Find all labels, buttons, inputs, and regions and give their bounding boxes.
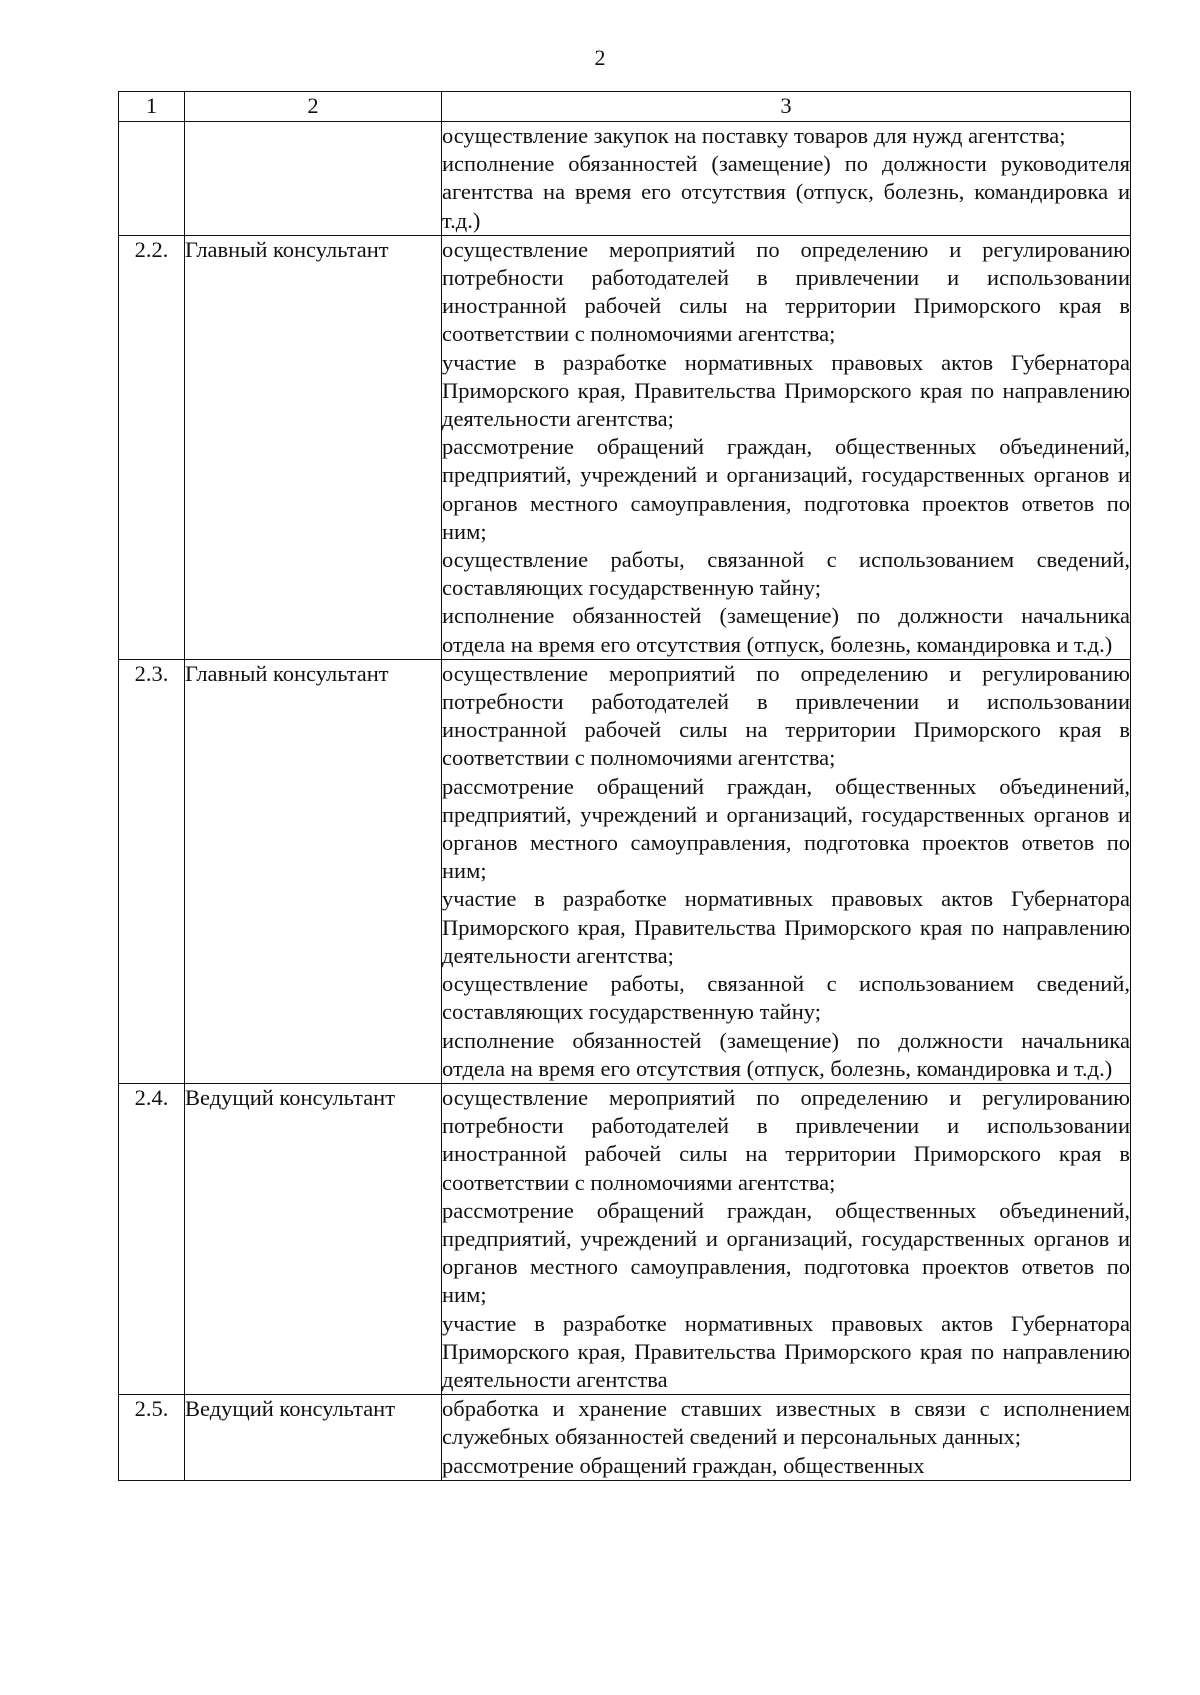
table-row <box>119 1083 1131 1394</box>
duties-cell <box>442 659 1131 1083</box>
duty-item: исполнение обязанностей (замещение) по должности начальника отдела на время его отсутствия (отпуск, болезнь, командировка и т.д.) <box>442 1027 1130 1081</box>
row-number-cell <box>119 122 185 236</box>
table-row <box>119 1395 1131 1481</box>
page-number: 2 <box>594 45 606 70</box>
duty-item: участие в разработке нормативных правовых актов Губернатора Приморского края, Правительства Приморского края по направлению деятельности агентства <box>442 1310 1130 1392</box>
position-title-cell: Главный консультант <box>185 235 442 659</box>
duty-item: рассмотрение обращений граждан, общественных объединений, предприятий, учреждений и организаций, государственных органов и органов местного самоуправления, подготовка проектов ответов по ним; <box>442 434 1130 544</box>
duty-item: рассмотрение обращений граждан, общественных объединений, предприятий, учреждений и организаций, государственных органов и органов местного самоуправления, подготовка проектов ответов по ним; <box>442 1197 1130 1308</box>
duty-item: обработка и хранение ставших известных в связи с исполнением служебных обязанностей сведений и персональных данных; <box>442 1396 1130 1450</box>
duty-item: осуществление мероприятий по определению и регулированию потребности работодателей в привлечении и использовании иностранной рабочей силы на территории Приморского края в соответствии с полномочиями агентства; <box>442 1084 1130 1195</box>
table-row <box>119 235 1131 659</box>
duty-item: исполнение обязанностей (замещение) по должности руководителя агентства на время его отсутствия (отпуск, болезнь, командировка и т.д.) <box>442 151 1130 233</box>
duty-item: осуществление мероприятий по определению и регулированию потребности работодателей в привлечении и использовании иностранной рабочей силы на территории Приморского края в соответствии с полномочиями агентства; <box>442 660 1130 771</box>
duties-cell <box>442 235 1131 659</box>
position-title-cell: Главный консультант <box>185 659 442 1083</box>
duty-item: рассмотрение обращений граждан, общественных <box>442 1452 925 1478</box>
table-row <box>119 122 1131 236</box>
position-title-cell: Ведущий консультант <box>185 1083 442 1394</box>
duties-table <box>118 91 1131 1481</box>
duties-cell <box>442 1083 1131 1394</box>
position-title-cell: Ведущий консультант <box>185 1395 442 1481</box>
duty-item: осуществление закупок на поставку товаров для нужд агентства; <box>442 123 1066 148</box>
position-title-cell <box>185 122 442 236</box>
header-cell-position: 2 <box>185 92 442 122</box>
duty-item: исполнение обязанностей (замещение) по должности начальника отдела на время его отсутствия (отпуск, болезнь, командировка и т.д.) <box>442 603 1130 657</box>
row-number-cell: 2.3. <box>119 659 185 1083</box>
table-header-row <box>119 92 1131 122</box>
duty-item: осуществление работы, связанной с использованием сведений, составляющих государственную тайну; <box>442 547 1130 601</box>
duties-cell <box>442 122 1131 236</box>
row-number-cell: 2.4. <box>119 1083 185 1394</box>
duty-item: осуществление работы, связанной с использованием сведений, составляющих государственную тайну; <box>442 971 1130 1025</box>
row-number-cell: 2.5. <box>119 1395 185 1481</box>
duty-item: участие в разработке нормативных правовых актов Губернатора Приморского края, Правительства Приморского края по направлению деятельности агентства; <box>442 886 1130 968</box>
header-cell-number: 1 <box>119 92 185 122</box>
duties-cell <box>442 1395 1131 1481</box>
duty-item: осуществление мероприятий по определению и регулированию потребности работодателей в привлечении и использовании иностранной рабочей силы на территории Приморского края в соответствии с полномочиями агентства; <box>442 236 1130 347</box>
row-number-cell: 2.2. <box>119 235 185 659</box>
header-cell-duties: 3 <box>442 92 1131 122</box>
duty-item: участие в разработке нормативных правовых актов Губернатора Приморского края, Правительства Приморского края по направлению деятельности агентства; <box>442 349 1130 432</box>
duty-item: рассмотрение обращений граждан, общественных объединений, предприятий, учреждений и организаций, государственных органов и органов местного самоуправления, подготовка проектов ответов по ним; <box>442 773 1130 884</box>
table-row <box>119 659 1131 1083</box>
